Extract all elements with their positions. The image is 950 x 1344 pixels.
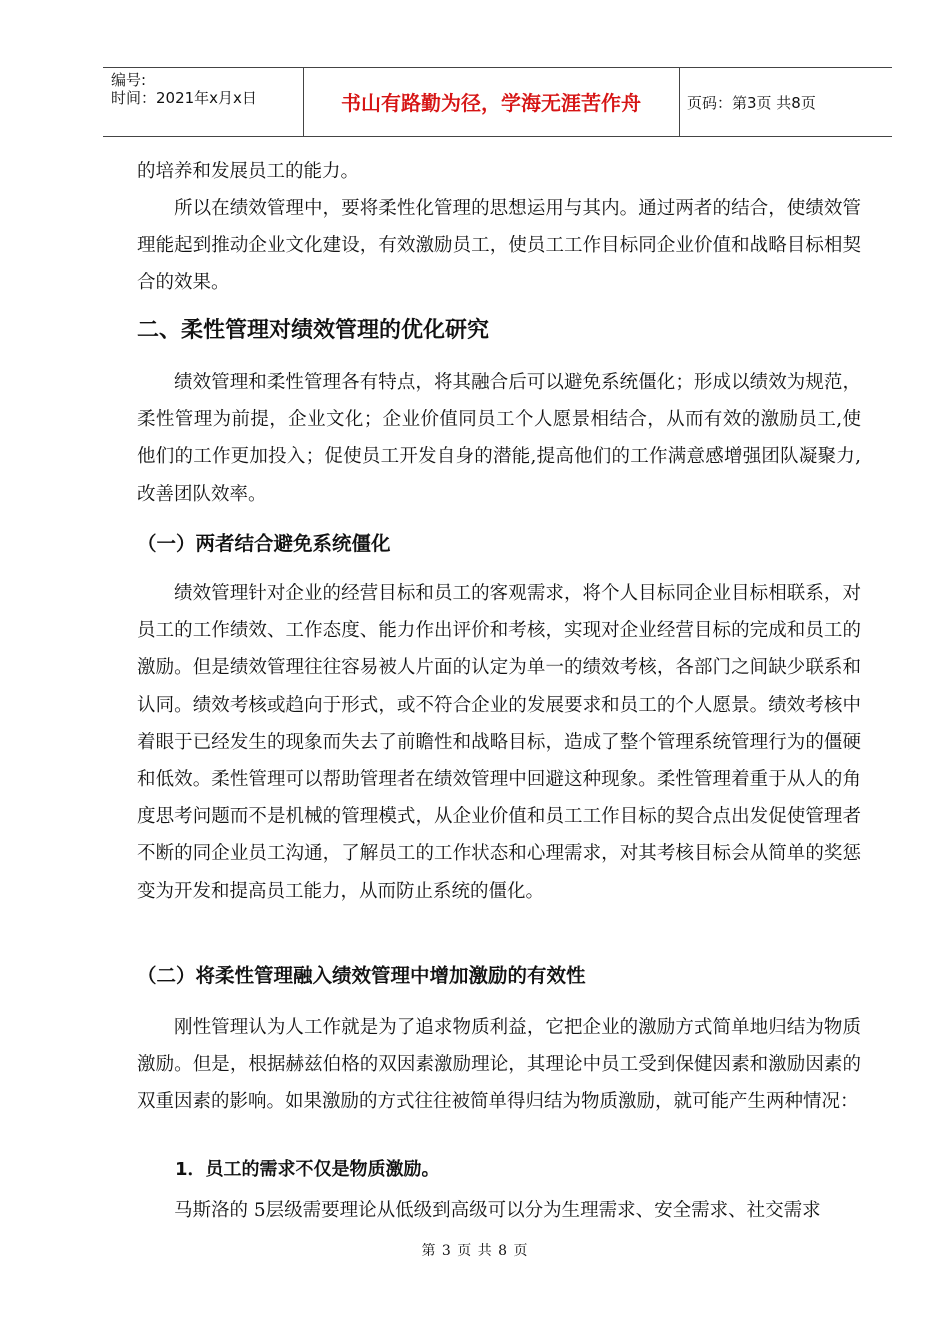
header-motto: 书山有路勤为径，学海无涯苦作舟 <box>341 91 641 115</box>
header-table <box>103 67 892 137</box>
paragraph: 所以在绩效管理中，要将柔性化管理的思想运用与其内。通过两者的结合，使绩效管理能起到推动企业文化建设，有效激励员工，使员工工作目标同企业价值和战略目标相契合的效果。 <box>137 198 861 294</box>
paragraph: 刚性管理认为人工作就是为了追求物质利益，它把企业的激励方式简单地归结为物质激励。但是，根据赫兹伯格的双因素激励理论，其理论中员工受到保健因素和激励因素的双重因素的影响。如果激励的方式往往被简单得归结为物质激励，就可能产生两种情况： <box>137 1017 861 1113</box>
time-label: 时间：2021年x月x日 <box>111 89 257 107</box>
point-heading: 1．员工的需求不仅是物质激励。 <box>175 1159 440 1180</box>
paragraph: 马斯洛的 5层级需要理论从低级到高级可以分为生理需求、安全需求、社交需求 <box>174 1200 821 1221</box>
paragraph-continuation: 的培养和发展员工的能力。 <box>137 161 360 182</box>
header-page-label: 页码：第3页 共8页 <box>687 94 816 112</box>
paragraph: 绩效管理针对企业的经营目标和员工的客观需求，将个人目标同企业目标相联系，对员工的工作绩效、工作态度、能力作出评价和考核，实现对企业经营目标的完成和员工的激励。但是绩效管理往往容易被人片面的认定为单一的绩效考核，各部门之间缺少联系和认同。绩效考核或趋向于形式，或不符合企业的发展要求和员工的个人愿景。绩效考核中着眼于已经发生的现象而失去了前瞻性和战略目标，造成了整个管理系统管理行为的僵硬和低效。柔性管理可以帮助管理者在绩效管理中回避这种现象。柔性管理着重于从人的角度思考问题而不是机械的管理模式，从企业价值和员工工作目标的契合点出发促使管理者不断的同企业员工沟通，了解员工的工作状态和心理需求，对其考核目标会从简单的奖惩变为开发和提高员工能力，从而防止系统的僵化。 <box>137 583 861 902</box>
page-footer: 第 3 页 共 8 页 <box>421 1243 529 1259</box>
serial-label: 编号: <box>111 71 147 89</box>
header-left-cell <box>111 71 257 107</box>
section-heading: 二、柔性管理对绩效管理的优化研究 <box>137 318 490 343</box>
header-divider <box>679 68 680 136</box>
subsection-heading: （二）将柔性管理融入绩效管理中增加激励的有效性 <box>137 964 586 987</box>
subsection-heading: （一）两者结合避免系统僵化 <box>137 532 391 555</box>
paragraph: 绩效管理和柔性管理各有特点，将其融合后可以避免系统僵化；形成以绩效为规范，柔性管理为前提，企业文化；企业价值同员工个人愿景相结合，从而有效的激励员工,使他们的工作更加投入；促使员工开发自身的潜能,提高他们的工作满意感增强团队凝聚力,改善团队效率。 <box>137 372 861 505</box>
